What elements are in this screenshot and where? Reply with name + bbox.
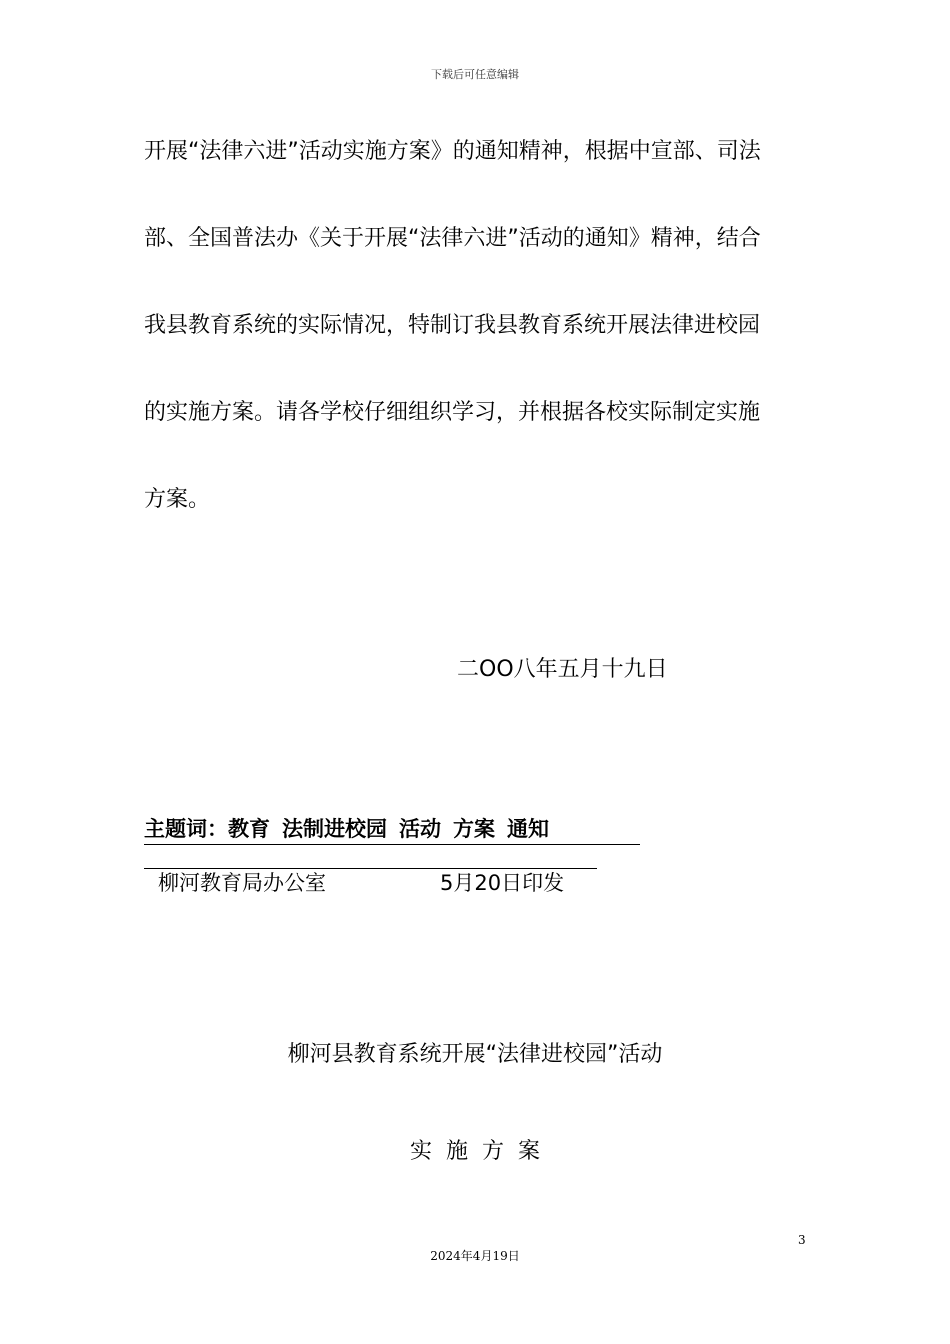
issue-date: 5月20日印发 (440, 871, 565, 895)
keyword: 通知 (507, 817, 549, 841)
keyword: 方案 (453, 817, 495, 841)
page-number: 3 (798, 1233, 806, 1247)
signature-date: 二OO八年五月十九日 (457, 657, 668, 682)
body-line: 的实施方案。请各学校仔细组织学习，并根据各校实际制定实施 (144, 400, 761, 425)
keyword: 活动 (399, 817, 441, 841)
keywords-label: 主题词： (144, 817, 228, 841)
header-note: 下载后可任意编辑 (431, 68, 519, 81)
section-title: 柳河县教育系统开展“法律进校园”活动 (287, 1042, 663, 1067)
body-line: 方案。 (144, 487, 211, 512)
body-line: 开展“法律六进”活动实施方案》的通知精神，根据中宣部、司法 (144, 139, 761, 164)
keyword: 教育 (228, 817, 270, 841)
subject-keywords (144, 814, 640, 845)
section-subtitle: 实施方案 (409, 1139, 554, 1164)
body-line: 部、全国普法办《关于开展“法律六进”活动的通知》精神，结合 (144, 226, 761, 251)
keyword: 法制进校园 (282, 817, 387, 841)
issuing-office: 柳河教育局办公室 (158, 871, 326, 895)
body-line: 我县教育系统的实际情况，特制订我县教育系统开展法律进校园 (144, 313, 761, 338)
footer-date: 2024年4月19日 (430, 1249, 520, 1263)
issue-info (144, 868, 597, 895)
